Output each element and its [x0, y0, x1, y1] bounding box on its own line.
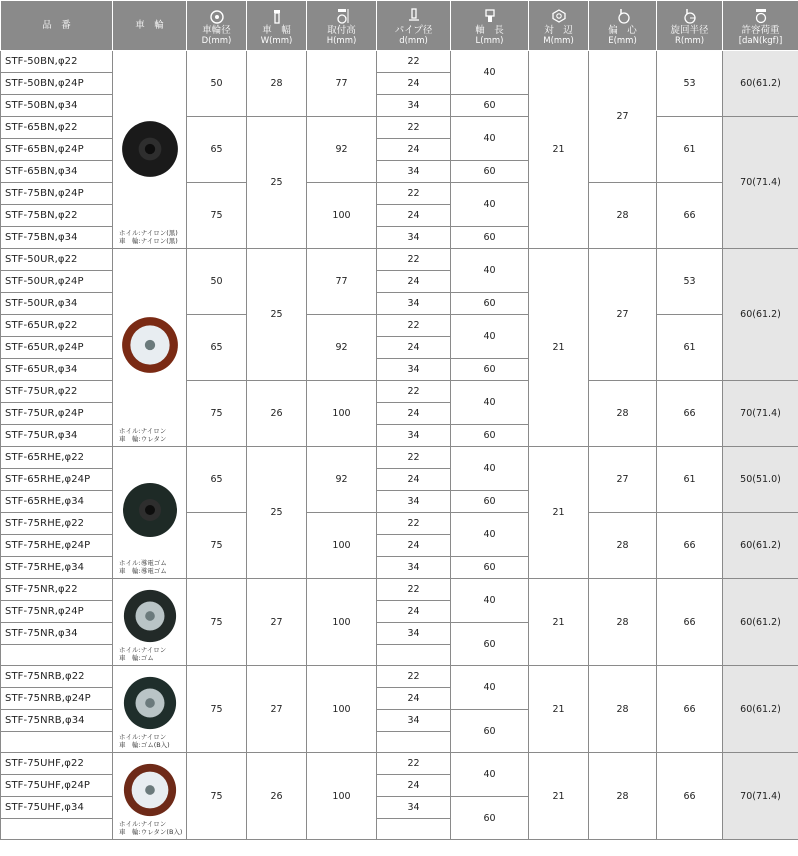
- pipe-diameter-value: 34: [377, 95, 451, 117]
- product-code: STF-65RHE,φ22: [1, 447, 113, 469]
- axle-length-value: 60: [451, 161, 529, 183]
- axle-length-value: 60: [451, 491, 529, 513]
- caption-line: ホイル:ナイロン: [119, 820, 167, 828]
- product-code: STF-75NRB,φ34: [1, 710, 113, 732]
- rubber-wheel-picture: [113, 587, 186, 645]
- wheel-diameter-value: 75: [187, 183, 247, 249]
- product-code: STF-75UHF,φ22: [1, 753, 113, 775]
- pipe-diameter-value: 22: [377, 183, 451, 205]
- wheel-diameter-value: 50: [187, 51, 247, 117]
- pipe-diameter-value: 34: [377, 359, 451, 381]
- product-code: STF-75NR,φ22: [1, 579, 113, 601]
- pipe-diameter-value: 24: [377, 271, 451, 293]
- pipe-diameter-value: 34: [377, 425, 451, 447]
- swivel-radius-icon: [682, 8, 698, 24]
- product-code: STF-65RHE,φ34: [1, 491, 113, 513]
- wheel-diameter-value: 75: [187, 753, 247, 840]
- pipe-diameter-value: 24: [377, 775, 451, 797]
- caption-line: ホイル:ナイロン(黒): [119, 229, 178, 237]
- axle-length-icon: [482, 8, 498, 24]
- product-code: STF-75UR,φ24P: [1, 403, 113, 425]
- pipe-diameter-value: 24: [377, 688, 451, 710]
- wheel-material-caption: [119, 427, 166, 443]
- wheel-diameter-value: 75: [187, 666, 247, 753]
- swivel-radius-value: 53: [657, 249, 723, 315]
- product-code: STF-75NR,φ24P: [1, 601, 113, 623]
- product-code: STF-75BN,φ34: [1, 227, 113, 249]
- wheel-material-caption: [119, 646, 166, 662]
- wheel-image-cell: [113, 666, 187, 753]
- mount-height-value: 92: [307, 447, 377, 513]
- rubber-bearing-wheel: [121, 674, 179, 732]
- product-code: STF-50UR,φ22: [1, 249, 113, 271]
- table-row: [1, 666, 798, 688]
- urethane-wheel-picture: [113, 314, 186, 376]
- caption-line: ホイル:ナイロン: [119, 427, 167, 435]
- product-code: STF-75UR,φ22: [1, 381, 113, 403]
- swivel-radius-value: 61: [657, 447, 723, 513]
- product-code: STF-65UR,φ34: [1, 359, 113, 381]
- axle-length-value: 40: [451, 117, 529, 161]
- offset-value: 28: [589, 579, 657, 666]
- wheel-material-caption: [119, 820, 182, 836]
- mount-height-value: 100: [307, 753, 377, 840]
- wheel-width-value: 25: [247, 249, 307, 381]
- table-row: [1, 579, 798, 601]
- axle-length-value: 60: [451, 95, 529, 117]
- product-code: STF-75NRB,φ22: [1, 666, 113, 688]
- caption-line: 車 輪:ゴム(B入): [119, 741, 170, 749]
- wheel-diameter-value: 65: [187, 447, 247, 513]
- axle-length-value: 40: [451, 315, 529, 359]
- mount-height-value: 92: [307, 117, 377, 183]
- product-code: STF-65UR,φ22: [1, 315, 113, 337]
- mount-height-value: 77: [307, 249, 377, 315]
- axle-length-value: 40: [451, 249, 529, 293]
- caption-line: ホイル:ナイロン: [119, 733, 167, 741]
- caption-line: 車 輪:ゴム: [119, 654, 154, 662]
- load-capacity-icon: [753, 8, 769, 24]
- table-row: [1, 249, 798, 271]
- axle-length-value: 40: [451, 666, 529, 710]
- mount-height-value: 100: [307, 381, 377, 447]
- header-offset: 偏 心 E(mm): [589, 1, 657, 51]
- product-code: STF-75RHE,φ22: [1, 513, 113, 535]
- pipe-diameter-value: 34: [377, 293, 451, 315]
- axle-length-value: 40: [451, 183, 529, 227]
- wheel-diameter-value: 65: [187, 117, 247, 183]
- header-height: 取付高 H(mm): [307, 1, 377, 51]
- pipe-diameter-value: 34: [377, 161, 451, 183]
- urethane-bearing-wheel-picture: [113, 761, 186, 819]
- load-capacity-value: 70(71.4): [723, 381, 798, 447]
- mount-height-value: 100: [307, 513, 377, 579]
- pipe-diameter-value: 34: [377, 557, 451, 579]
- wheel-image-cell: [113, 51, 187, 249]
- flats-width-value: 21: [529, 249, 589, 447]
- pipe-diameter-value: 22: [377, 579, 451, 601]
- product-code: STF-75BN,φ24P: [1, 183, 113, 205]
- pipe-diameter-value: 24: [377, 205, 451, 227]
- pipe-diameter-value: 34: [377, 623, 451, 645]
- load-capacity-value: 70(71.4): [723, 117, 798, 249]
- wheel-width-value: 25: [247, 447, 307, 579]
- header-wheel: 車 輪: [113, 1, 187, 51]
- load-capacity-value: 60(61.2): [723, 513, 798, 579]
- swivel-radius-value: 66: [657, 753, 723, 840]
- pipe-diameter-value: 24: [377, 535, 451, 557]
- product-code: STF-75UHF,φ24P: [1, 775, 113, 797]
- pipe-diameter-value: 24: [377, 469, 451, 491]
- caption-line: 車 輪:ウレタン(B入): [119, 828, 183, 836]
- axle-length-value: 60: [451, 227, 529, 249]
- header-code: 品 番: [1, 1, 113, 51]
- urethane-bearing-wheel: [121, 761, 179, 819]
- product-code: STF-65BN,φ34: [1, 161, 113, 183]
- caption-line: 車 輪:導電ゴム: [119, 567, 167, 575]
- wheel-diameter-icon: [209, 8, 225, 24]
- axle-length-value: 60: [451, 557, 529, 579]
- wheel-diameter-value: 75: [187, 513, 247, 579]
- swivel-radius-value: 66: [657, 183, 723, 249]
- pipe-diameter-value: 22: [377, 753, 451, 775]
- load-capacity-value: 70(71.4): [723, 753, 798, 840]
- pipe-diameter-value: 22: [377, 513, 451, 535]
- rubber-wheel: [121, 587, 179, 645]
- product-code: STF-50UR,φ24P: [1, 271, 113, 293]
- axle-length-value: 60: [451, 425, 529, 447]
- pipe-diameter-value: 24: [377, 337, 451, 359]
- product-code: STF-75NRB,φ24P: [1, 688, 113, 710]
- offset-value: 27: [589, 447, 657, 513]
- header-swivel: 旋回半径 R(mm): [657, 1, 723, 51]
- header-diameter: 車輪径 D(mm): [187, 1, 247, 51]
- pipe-diameter-value: 22: [377, 51, 451, 73]
- product-code: STF-65BN,φ24P: [1, 139, 113, 161]
- wheel-width-icon: [269, 8, 285, 24]
- axle-length-value: 40: [451, 447, 529, 491]
- wheel-width-value: 26: [247, 381, 307, 447]
- empty-cell: [1, 645, 113, 666]
- product-code: STF-75UHF,φ34: [1, 797, 113, 819]
- product-code: STF-75BN,φ22: [1, 205, 113, 227]
- offset-value: 28: [589, 183, 657, 249]
- conductive-rubber-wheel-picture: [113, 480, 186, 540]
- wheel-diameter-value: 75: [187, 579, 247, 666]
- swivel-radius-value: 66: [657, 666, 723, 753]
- swivel-radius-value: 61: [657, 117, 723, 183]
- pipe-diameter-value: 22: [377, 666, 451, 688]
- swivel-radius-value: 61: [657, 315, 723, 381]
- offset-value: 27: [589, 51, 657, 183]
- mount-height-value: 77: [307, 51, 377, 117]
- pipe-diameter-value: 22: [377, 249, 451, 271]
- header-load: 許容荷重 [daN(kgf)]: [723, 1, 798, 51]
- wheel-image-cell: [113, 447, 187, 579]
- pipe-diameter-value: 24: [377, 139, 451, 161]
- product-code: STF-75RHE,φ24P: [1, 535, 113, 557]
- table-row: [1, 51, 798, 73]
- pipe-diameter-icon: [406, 8, 422, 24]
- hex-nut-icon: [551, 8, 567, 24]
- product-code: STF-75RHE,φ34: [1, 557, 113, 579]
- rubber-bearing-wheel-picture: [113, 674, 186, 732]
- axle-length-value: 60: [451, 293, 529, 315]
- wheel-image-cell: [113, 579, 187, 666]
- header-pipe: パイプ径 d(mm): [377, 1, 451, 51]
- wheel-width-value: 25: [247, 117, 307, 249]
- wheel-width-value: 27: [247, 666, 307, 753]
- pipe-diameter-value: 24: [377, 403, 451, 425]
- flats-width-value: 21: [529, 579, 589, 666]
- product-code: STF-50BN,φ34: [1, 95, 113, 117]
- mount-height-icon: [334, 8, 350, 24]
- pipe-diameter-value: 34: [377, 797, 451, 819]
- pipe-diameter-value: 24: [377, 601, 451, 623]
- empty-cell: [377, 732, 451, 753]
- flats-width-value: 21: [529, 666, 589, 753]
- wheel-diameter-value: 75: [187, 381, 247, 447]
- axle-length-value: 60: [451, 359, 529, 381]
- product-code: STF-75UR,φ34: [1, 425, 113, 447]
- swivel-radius-value: 66: [657, 579, 723, 666]
- offset-value: 28: [589, 513, 657, 579]
- header-row: [1, 1, 798, 51]
- load-capacity-value: 60(61.2): [723, 51, 798, 117]
- swivel-radius-value: 66: [657, 381, 723, 447]
- black-nylon-wheel-picture: [113, 118, 186, 180]
- pipe-diameter-value: 22: [377, 447, 451, 469]
- load-capacity-value: 60(61.2): [723, 666, 798, 753]
- flats-width-value: 21: [529, 51, 589, 249]
- caption-line: ホイル:ナイロン: [119, 646, 167, 654]
- caption-line: ホイル:導電ゴム: [119, 559, 167, 567]
- offset-value: 28: [589, 381, 657, 447]
- axle-length-value: 40: [451, 51, 529, 95]
- flats-width-value: 21: [529, 447, 589, 579]
- axle-length-value: 60: [451, 623, 529, 666]
- product-code: STF-75NR,φ34: [1, 623, 113, 645]
- axle-length-value: 40: [451, 381, 529, 425]
- wheel-image-cell: [113, 249, 187, 447]
- product-code: STF-65BN,φ22: [1, 117, 113, 139]
- offset-value: 27: [589, 249, 657, 381]
- mount-height-value: 100: [307, 666, 377, 753]
- product-code: STF-50BN,φ22: [1, 51, 113, 73]
- axle-length-value: 40: [451, 513, 529, 557]
- empty-cell: [377, 645, 451, 666]
- table-row: [1, 753, 798, 775]
- offset-value: 28: [589, 666, 657, 753]
- wheel-width-value: 27: [247, 579, 307, 666]
- offset-icon: [615, 8, 631, 24]
- spec-rows: [1, 51, 798, 840]
- empty-cell: [1, 819, 113, 840]
- mount-height-value: 100: [307, 183, 377, 249]
- wheel-diameter-value: 50: [187, 249, 247, 315]
- axle-length-value: 60: [451, 797, 529, 840]
- swivel-radius-value: 53: [657, 51, 723, 117]
- swivel-radius-value: 66: [657, 513, 723, 579]
- pipe-diameter-value: 34: [377, 227, 451, 249]
- pipe-diameter-value: 34: [377, 710, 451, 732]
- header-width: 車 幅 W(mm): [247, 1, 307, 51]
- wheel-material-caption: [119, 733, 170, 749]
- product-code: STF-65UR,φ24P: [1, 337, 113, 359]
- axle-length-value: 60: [451, 710, 529, 753]
- product-code: STF-65RHE,φ24P: [1, 469, 113, 491]
- pipe-diameter-value: 22: [377, 315, 451, 337]
- pipe-diameter-value: 24: [377, 73, 451, 95]
- wheel-diameter-value: 65: [187, 315, 247, 381]
- caption-line: 車 輪:ウレタン: [119, 435, 167, 443]
- flats-width-value: 21: [529, 753, 589, 840]
- empty-cell: [377, 819, 451, 840]
- pipe-diameter-value: 22: [377, 117, 451, 139]
- caption-line: 車 輪:ナイロン(黒): [119, 237, 178, 245]
- empty-cell: [1, 732, 113, 753]
- table-row: [1, 447, 798, 469]
- axle-length-value: 40: [451, 579, 529, 623]
- wheel-image-cell: [113, 753, 187, 840]
- wheel-width-value: 26: [247, 753, 307, 840]
- wheel-width-value: 28: [247, 51, 307, 117]
- wheel-material-caption: [119, 229, 178, 245]
- pipe-diameter-value: 34: [377, 491, 451, 513]
- pipe-diameter-value: 22: [377, 381, 451, 403]
- axle-length-value: 40: [451, 753, 529, 797]
- product-code: STF-50BN,φ24P: [1, 73, 113, 95]
- mount-height-value: 100: [307, 579, 377, 666]
- load-capacity-value: 50(51.0): [723, 447, 798, 513]
- header-axle: 軸 長 L(mm): [451, 1, 529, 51]
- offset-value: 28: [589, 753, 657, 840]
- conductive-rubber-wheel: [120, 480, 180, 540]
- wheel-material-caption: [119, 559, 167, 575]
- load-capacity-value: 60(61.2): [723, 579, 798, 666]
- load-capacity-value: 60(61.2): [723, 249, 798, 381]
- urethane-wheel: [119, 314, 181, 376]
- header-flats: 対 辺 M(mm): [529, 1, 589, 51]
- mount-height-value: 92: [307, 315, 377, 381]
- black-nylon-wheel: [119, 118, 181, 180]
- product-code: STF-50UR,φ34: [1, 293, 113, 315]
